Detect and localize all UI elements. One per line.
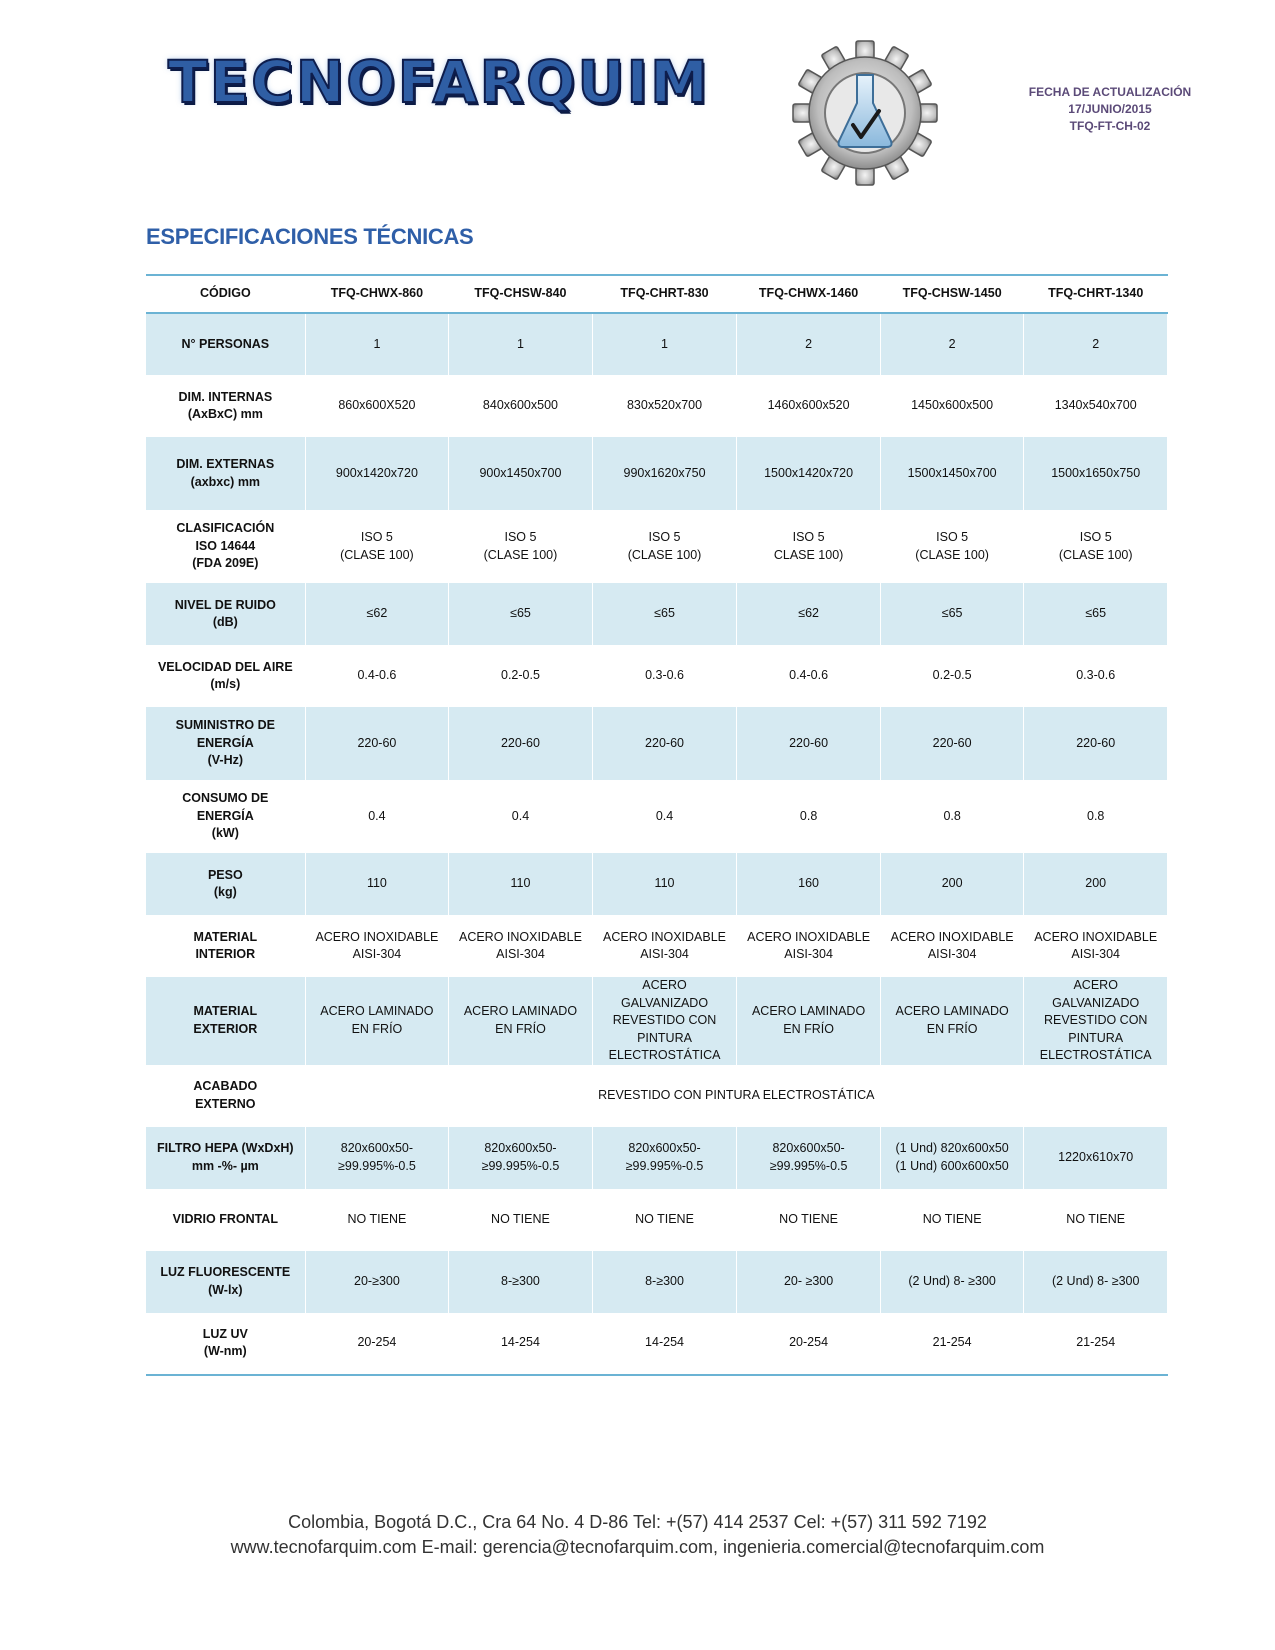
cell-line: ISO 5	[360, 530, 393, 544]
cell-line: NO TIENE	[491, 1211, 550, 1226]
cell-line: 0.2-0.5	[501, 668, 540, 683]
row-label	[146, 583, 305, 645]
cell-line: FILTRO HEPA (WxDxH)	[157, 1141, 294, 1155]
table-row	[146, 375, 1168, 437]
cell-line: ACERO LAMINADO	[751, 1004, 866, 1019]
cell-line: 2	[948, 336, 956, 351]
table-cell	[737, 780, 881, 853]
model-code-header: TFQ-CHWX-860	[305, 275, 449, 313]
table-cell	[880, 915, 1024, 977]
table-cell	[880, 583, 1024, 645]
table-cell	[305, 1313, 449, 1375]
cell-line: (1 Und) 600x600x50	[895, 1158, 1009, 1173]
cell-line: ENERGÍA	[196, 808, 254, 823]
cell-line: 990x1620x750	[623, 465, 706, 480]
cell-line: (CLASE 100)	[1058, 547, 1133, 562]
cell-line: ISO 5	[792, 530, 825, 544]
gear-flask-logo-icon	[790, 38, 940, 188]
cell-line: GALVANIZADO	[1052, 995, 1140, 1010]
cell-line: ACERO INOXIDABLE	[1034, 929, 1158, 944]
row-label	[146, 510, 305, 583]
cell-line: (axbxc) mm	[190, 474, 261, 489]
table-cell	[449, 1127, 593, 1189]
table-cell	[449, 1251, 593, 1313]
table-cell	[1024, 1313, 1168, 1375]
cell-line: 20-≥300	[354, 1273, 400, 1288]
cell-line: AISI-304	[1071, 947, 1121, 961]
cell-line: ACERO INOXIDABLE	[315, 929, 439, 944]
cell-line: EXTERIOR	[193, 1021, 258, 1036]
update-date: 17/JUNIO/2015	[1068, 102, 1152, 116]
table-cell	[737, 645, 881, 707]
table-cell	[880, 313, 1024, 375]
row-label	[146, 853, 305, 915]
cell-line: MATERIAL	[193, 1004, 258, 1019]
cell-line: 1500x1450x700	[907, 465, 997, 480]
table-cell	[880, 977, 1024, 1065]
cell-line: ≥99.995%-0.5	[769, 1158, 848, 1173]
cell-line: 20-254	[357, 1335, 397, 1350]
model-code-header: TFQ-CHRT-1340	[1024, 275, 1168, 313]
cell-line: (m/s)	[210, 677, 241, 691]
cell-line: 20-254	[789, 1335, 829, 1350]
table-cell	[737, 510, 881, 583]
cell-line: CLASIFICACIÓN	[176, 521, 275, 536]
row-label	[146, 1251, 305, 1313]
cell-line: ACERO INOXIDABLE	[458, 929, 582, 944]
row-label	[146, 1313, 305, 1375]
cell-line: REVESTIDO CON	[1043, 1013, 1148, 1027]
cell-line: ISO 14644	[195, 538, 256, 553]
table-cell	[449, 437, 593, 510]
cell-line: 14-254	[645, 1335, 684, 1350]
cell-line: ISO 5	[1079, 530, 1112, 544]
cell-line: (CLASE 100)	[340, 547, 414, 562]
cell-line: ≤62	[798, 606, 819, 621]
table-cell	[1024, 780, 1168, 853]
table-cell	[737, 1189, 881, 1251]
table-cell	[880, 707, 1024, 780]
cell-line: 820x600x50-	[772, 1141, 845, 1155]
cell-line: ACERO LAMINADO	[463, 1004, 578, 1019]
table-cell	[1024, 1251, 1168, 1313]
cell-line: 220-60	[357, 735, 397, 750]
cell-line: 220-60	[932, 735, 972, 750]
table-cell	[449, 707, 593, 780]
table-cell	[449, 853, 593, 915]
cell-line: ≤65	[1085, 606, 1107, 621]
table-cell	[592, 915, 737, 977]
row-label	[146, 1189, 305, 1251]
cell-line: (dB)	[212, 615, 238, 629]
cell-line: EN FRÍO	[926, 1021, 978, 1036]
cell-line: EN FRÍO	[351, 1021, 403, 1036]
cell-line: 820x600x50-	[484, 1141, 557, 1155]
cell-line: 1500x1650x750	[1051, 465, 1141, 480]
cell-line: CLASE 100)	[773, 547, 844, 562]
table-cell	[880, 510, 1024, 583]
cell-line: 110	[510, 876, 531, 891]
cell-line: 1500x1420x720	[764, 465, 854, 480]
table-cell	[449, 977, 593, 1065]
table-cell	[449, 645, 593, 707]
table-cell	[305, 1251, 449, 1313]
cell-line: NIVEL DE RUIDO	[174, 597, 276, 612]
table-cell	[449, 1189, 593, 1251]
cell-line: 220-60	[500, 735, 540, 750]
cell-line: (CLASE 100)	[627, 547, 702, 562]
cell-line: 21-254	[1076, 1335, 1116, 1350]
update-info	[1010, 84, 1210, 135]
table-row	[146, 583, 1168, 645]
table-cell	[880, 1127, 1024, 1189]
cell-line: 200	[941, 876, 963, 891]
cell-line: ISO 5	[936, 530, 969, 544]
table-row	[146, 1127, 1168, 1189]
row-label	[146, 780, 305, 853]
cell-line: ACERO	[642, 978, 687, 992]
update-label: FECHA DE ACTUALIZACIÓN	[1028, 85, 1192, 99]
cell-line: (2 Und) 8- ≥300	[1051, 1273, 1140, 1288]
table-cell	[449, 583, 593, 645]
table-row	[146, 313, 1168, 375]
cell-line: 1	[661, 336, 668, 351]
table-row	[146, 510, 1168, 583]
cell-line: (kg)	[213, 885, 237, 899]
table-cell	[737, 915, 881, 977]
table-cell	[1024, 375, 1168, 437]
table-cell	[305, 437, 449, 510]
table-cell	[592, 853, 737, 915]
table-cell	[305, 780, 449, 853]
table-cell	[1024, 437, 1168, 510]
table-header-row	[146, 275, 1168, 313]
cell-line: (2 Und) 8- ≥300	[908, 1273, 996, 1288]
model-code-header: TFQ-CHRT-830	[592, 275, 737, 313]
table-row	[146, 707, 1168, 780]
cell-line: VELOCIDAD DEL AIRE	[157, 659, 293, 674]
cell-line: CONSUMO DE	[182, 791, 269, 806]
table-cell	[305, 915, 449, 977]
cell-line: LUZ UV	[202, 1326, 248, 1341]
cell-line: ≥99.995%-0.5	[481, 1158, 560, 1173]
table-cell	[880, 375, 1024, 437]
table-row	[146, 977, 1168, 1065]
cell-line: NO TIENE	[347, 1211, 407, 1226]
cell-line: 8-≥300	[501, 1273, 540, 1288]
table-cell	[592, 313, 737, 375]
table-cell	[737, 583, 881, 645]
table-row	[146, 1313, 1168, 1375]
cell-line: 160	[798, 876, 820, 891]
table-cell-spanning: REVESTIDO CON PINTURA ELECTROSTÁTICA	[305, 1065, 1167, 1127]
cell-line: DIM. EXTERNAS	[176, 457, 275, 471]
table-cell	[449, 313, 593, 375]
table-cell	[880, 780, 1024, 853]
cell-line: 830x520x700	[626, 398, 703, 413]
cell-line: 200	[1085, 876, 1107, 891]
table-cell	[880, 645, 1024, 707]
row-label	[146, 375, 305, 437]
cell-line: 110	[654, 876, 675, 891]
table-cell	[305, 510, 449, 583]
table-cell	[880, 1313, 1024, 1375]
page-footer	[0, 1510, 1275, 1560]
table-cell	[449, 780, 593, 853]
table-cell	[737, 977, 881, 1065]
cell-line: 8-≥300	[645, 1273, 684, 1288]
table-cell	[1024, 853, 1168, 915]
table-cell	[449, 375, 593, 437]
cell-line: NO TIENE	[922, 1211, 982, 1226]
table-cell	[592, 437, 737, 510]
cell-line: 820x600x50-	[340, 1141, 414, 1155]
cell-line: NO TIENE	[635, 1211, 694, 1226]
cell-line: 0.4-0.6	[789, 668, 829, 683]
table-cell	[737, 375, 881, 437]
cell-line: 1340x540x700	[1054, 398, 1137, 413]
table-cell	[305, 707, 449, 780]
cell-line: ENERGÍA	[196, 735, 254, 750]
table-cell	[305, 977, 449, 1065]
cell-line: 2	[805, 336, 813, 351]
cell-line: (CLASE 100)	[915, 547, 989, 562]
cell-line: 0.4	[655, 808, 674, 823]
cell-line: 900x1450x700	[479, 465, 562, 480]
cell-line: (1 Und) 820x600x50	[895, 1141, 1009, 1155]
cell-line: 21-254	[932, 1335, 972, 1350]
cell-line: ELECTROSTÁTICA	[608, 1048, 721, 1062]
table-cell	[880, 1251, 1024, 1313]
cell-line: (CLASE 100)	[483, 547, 558, 562]
cell-line: 110	[366, 876, 387, 891]
row-label	[146, 437, 305, 510]
cell-line: N° PERSONAS	[181, 336, 270, 351]
table-cell	[592, 1251, 737, 1313]
cell-line: 900x1420x720	[335, 465, 418, 480]
cell-line: PESO	[207, 867, 243, 882]
cell-line: 0.3-0.6	[645, 668, 684, 683]
table-cell	[592, 583, 737, 645]
table-row	[146, 437, 1168, 510]
cell-line: INTERIOR	[195, 947, 256, 961]
cell-line: ≤65	[510, 606, 531, 621]
table-cell	[737, 1251, 881, 1313]
table-cell	[1024, 707, 1168, 780]
cell-line: 820x600x50-	[628, 1141, 701, 1155]
cell-line: GALVANIZADO	[620, 995, 709, 1010]
table-row	[146, 1251, 1168, 1313]
cell-line: VIDRIO FRONTAL	[172, 1211, 278, 1226]
cell-line: ≥99.995%-0.5	[338, 1158, 416, 1173]
cell-line: LUZ FLUORESCENTE	[160, 1265, 291, 1279]
table-cell	[305, 375, 449, 437]
table-cell	[449, 1313, 593, 1375]
cell-line: EXTERNO	[195, 1096, 256, 1111]
table-cell	[1024, 583, 1168, 645]
cell-line: 840x600x500	[482, 398, 558, 413]
cell-line: ≤65	[941, 606, 963, 621]
cell-line: mm -%- µm	[191, 1158, 259, 1173]
page-header	[0, 0, 1275, 200]
cell-line: ISO 5	[648, 530, 681, 544]
table-cell	[592, 1127, 737, 1189]
cell-line: AISI-304	[784, 947, 833, 961]
cell-line: ELECTROSTÁTICA	[1039, 1048, 1152, 1062]
cell-line: DIM. INTERNAS	[178, 389, 273, 404]
table-cell	[449, 510, 593, 583]
cell-line: ISO 5	[504, 530, 537, 544]
cell-line: 1220x610x70	[1058, 1149, 1134, 1164]
cell-line: ≥99.995%-0.5	[625, 1158, 704, 1173]
table-cell	[737, 1313, 881, 1375]
model-code-header: TFQ-CHSW-1450	[880, 275, 1024, 313]
header-label: CÓDIGO	[146, 275, 305, 313]
cell-line: (kW)	[211, 826, 239, 841]
cell-line: NO TIENE	[779, 1211, 838, 1226]
table-cell	[1024, 977, 1168, 1065]
table-cell	[737, 707, 881, 780]
cell-line: 0.4	[511, 808, 530, 823]
cell-line: ACERO	[1073, 978, 1118, 992]
cell-line: PINTURA	[1068, 1030, 1124, 1045]
footer-contact: www.tecnofarquim.com E-mail: gerencia@tecnofarquim.com, ingenieria.comercial@tecnofarquim.com	[230, 1537, 1045, 1557]
table-row	[146, 915, 1168, 977]
model-code-header: TFQ-CHSW-840	[449, 275, 593, 313]
table-cell	[305, 583, 449, 645]
cell-line: REVESTIDO CON	[612, 1013, 717, 1027]
cell-line: ≤65	[654, 606, 675, 621]
cell-line: ACERO INOXIDABLE	[890, 929, 1014, 944]
cell-line: 2	[1092, 336, 1100, 351]
table-row	[146, 645, 1168, 707]
cell-line: AISI-304	[927, 947, 977, 961]
cell-line: (AxBxC) mm	[187, 407, 263, 421]
table-cell	[592, 707, 737, 780]
row-label	[146, 1127, 305, 1189]
table-cell	[305, 645, 449, 707]
cell-line: 20- ≥300	[783, 1273, 834, 1288]
row-label	[146, 313, 305, 375]
row-label	[146, 645, 305, 707]
cell-line: AISI-304	[352, 947, 402, 961]
table-cell	[592, 1313, 737, 1375]
table-cell	[449, 915, 593, 977]
table-cell	[592, 977, 737, 1065]
table-row	[146, 1065, 1168, 1127]
cell-line: ACERO INOXIDABLE	[603, 929, 726, 944]
table-cell	[737, 437, 881, 510]
section-title: ESPECIFICACIONES TÉCNICAS	[146, 224, 474, 249]
cell-line: 0.8	[799, 808, 818, 823]
table-cell	[737, 1127, 881, 1189]
row-label	[146, 707, 305, 780]
cell-line: ACABADO	[193, 1079, 258, 1093]
cell-line: 1450x600x500	[911, 398, 994, 413]
cell-line: 220-60	[645, 735, 684, 750]
table-cell	[1024, 1127, 1168, 1189]
table-cell	[592, 645, 737, 707]
table-cell	[737, 853, 881, 915]
table-row	[146, 1189, 1168, 1251]
table-cell	[880, 853, 1024, 915]
cell-line: NO TIENE	[1066, 1211, 1126, 1226]
cell-line: 0.8	[1087, 808, 1105, 823]
cell-line: MATERIAL	[193, 929, 258, 944]
cell-line: (V-Hz)	[207, 753, 244, 768]
table-cell	[737, 313, 881, 375]
company-logo: TECNOFARQUIM	[168, 48, 710, 116]
table-cell	[592, 375, 737, 437]
cell-line: ACERO LAMINADO	[895, 1004, 1009, 1019]
table-cell	[1024, 1189, 1168, 1251]
cell-line: 0.2-0.5	[932, 668, 972, 683]
table-cell	[880, 1189, 1024, 1251]
cell-line: 14-254	[500, 1335, 540, 1350]
cell-line: 0.8	[943, 808, 961, 823]
document-code: TFQ-FT-CH-02	[1069, 119, 1151, 133]
table-cell	[305, 853, 449, 915]
table-cell	[1024, 313, 1168, 375]
cell-line: AISI-304	[496, 947, 545, 961]
specifications-table	[146, 274, 1168, 1376]
cell-line: (W-nm)	[203, 1344, 247, 1358]
table-cell	[1024, 510, 1168, 583]
footer-address: Colombia, Bogotá D.C., Cra 64 No. 4 D-86 Tel: +(57) 414 2537 Cel: +(57) 311 592 7192	[288, 1512, 987, 1532]
cell-line: ≤62	[366, 606, 388, 621]
table-row	[146, 780, 1168, 853]
row-label	[146, 1065, 305, 1127]
table-cell	[592, 1189, 737, 1251]
cell-line: (W-lx)	[208, 1282, 243, 1297]
cell-line: 220-60	[789, 735, 829, 750]
cell-line: (FDA 209E)	[192, 556, 259, 571]
table-cell	[880, 437, 1024, 510]
cell-line: 1	[516, 336, 524, 351]
table-cell	[592, 780, 737, 853]
cell-line: 0.4	[368, 808, 386, 823]
cell-line: SUMINISTRO DE	[175, 718, 275, 733]
cell-line: ACERO LAMINADO	[320, 1004, 434, 1019]
table-cell	[305, 1189, 449, 1251]
cell-line: PINTURA	[637, 1030, 692, 1045]
cell-line: AISI-304	[640, 947, 689, 961]
row-label	[146, 915, 305, 977]
cell-line: 220-60	[1076, 735, 1116, 750]
model-code-header: TFQ-CHWX-1460	[737, 275, 881, 313]
cell-line: 1	[373, 336, 381, 351]
table-cell	[1024, 645, 1168, 707]
table-row	[146, 853, 1168, 915]
cell-line: 1460x600x520	[767, 398, 850, 413]
cell-line: EN FRÍO	[783, 1021, 834, 1036]
table-cell	[305, 313, 449, 375]
table-cell	[592, 510, 737, 583]
table-cell	[305, 1127, 449, 1189]
cell-line: 0.3-0.6	[1076, 668, 1116, 683]
row-label	[146, 977, 305, 1065]
cell-line: 0.4-0.6	[357, 668, 397, 683]
table-cell	[1024, 915, 1168, 977]
cell-line: 860x600X520	[338, 398, 416, 413]
cell-line: ACERO INOXIDABLE	[747, 929, 871, 944]
cell-line: EN FRÍO	[495, 1021, 546, 1036]
